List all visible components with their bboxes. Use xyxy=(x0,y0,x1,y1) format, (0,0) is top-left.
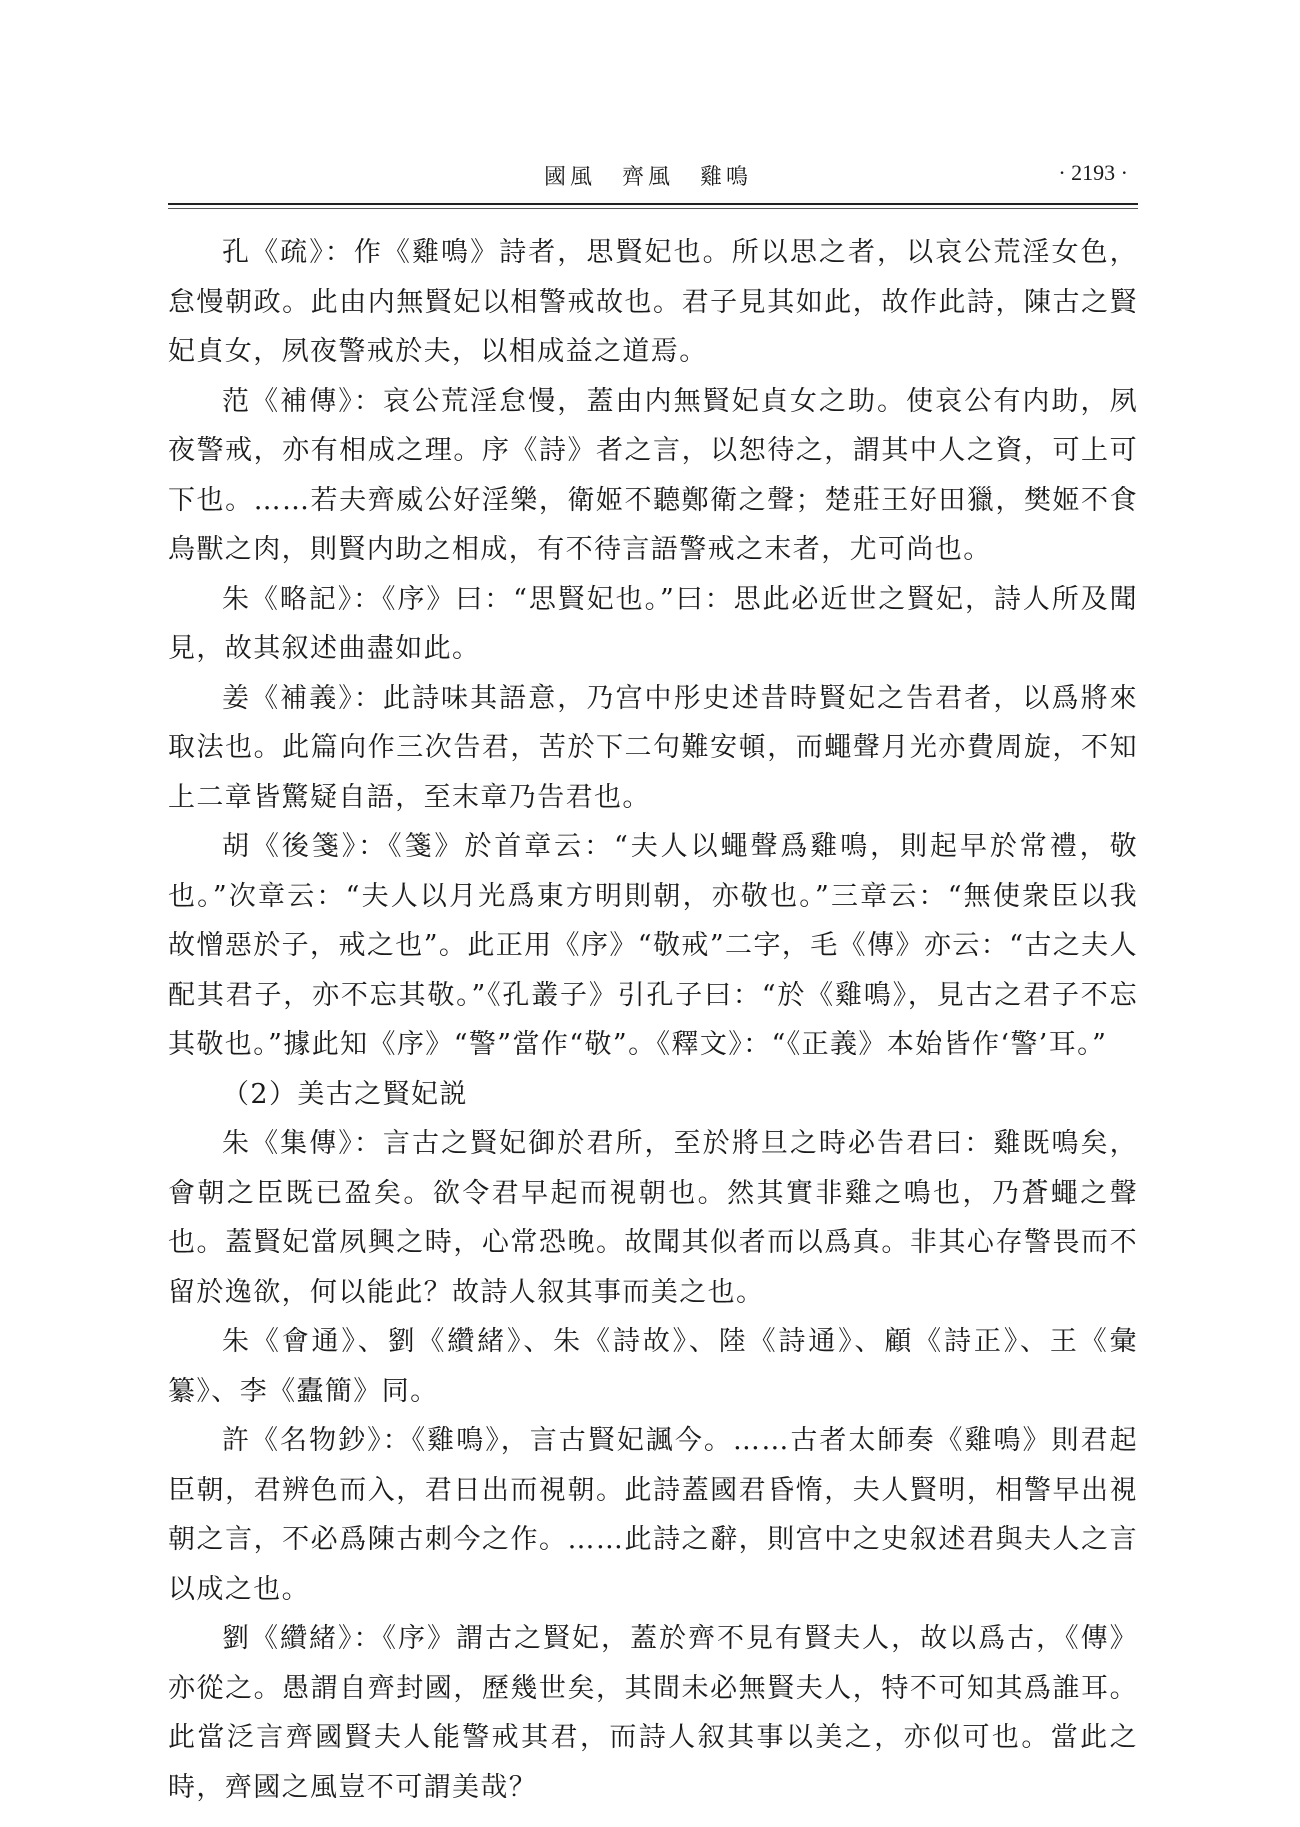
paragraph-xu-mingwuchao: 許《名物鈔》：《雞鳴》，言古賢妃諷今。……古者太師奏《雞鳴》則君起臣朝，君辨色而入，君日出而視朝。此詩蓋國君昏惰，夫人賢明，相警早出視朝之言，不必爲陳古刺今之作。……此詩之辭，則宫中之史叙述君與夫人之言以成之也。 xyxy=(168,1425,1138,1605)
header-rule-thin xyxy=(168,208,1138,209)
running-head-title: 國風 齊風 雞鳴 xyxy=(543,165,752,190)
page-body xyxy=(168,228,1138,1812)
page-number: · 2193 · xyxy=(1058,160,1128,185)
running-head xyxy=(168,160,1128,200)
section-heading: （2）美古之賢妃説 xyxy=(222,1078,468,1110)
paragraph-fan-buzhuan: 范《補傳》：哀公荒淫怠慢，蓋由内無賢妃貞女之助。使哀公有内助，夙夜警戒，亦有相成之理。序《詩》者之言，以恕待之，謂其中人之資，可上可下也。……若夫齊威公好淫樂，衛姬不聽鄭衛之聲；楚莊王好田獵，樊姬不食鳥獸之肉，則賢内助之相成，有不待言語警戒之末者，尤可尚也。 xyxy=(168,385,1138,565)
paragraph-zhu-lueji: 朱《略記》：《序》曰：“思賢妃也。”曰：思此必近世之賢妃，詩人所及聞見，故其叙述曲盡如此。 xyxy=(168,583,1138,664)
paragraph-zhu-jizhuan: 朱《集傳》：言古之賢妃御於君所，至於將旦之時必告君曰：雞既鳴矣，會朝之臣既已盈矣。欲令君早起而視朝也。然其實非雞之鳴也，乃蒼蠅之聲也。蓋賢妃當夙興之時，心常恐晚。故聞其似者而以爲真。非其心存警畏而不留於逸欲，何以能此？故詩人叙其事而美之也。 xyxy=(168,1128,1138,1308)
paragraph-hu-houjian: 胡《後箋》：《箋》於首章云：“夫人以蠅聲爲雞鳴，則起早於常禮，敬也。”次章云：“夫人以月光爲東方明則朝，亦敬也。”三章云：“無使衆臣以我故憎惡於子，戒之也”。此正用《序》“敬戒”二字，毛《傳》亦云：“古之夫人配其君子，亦不忘其敬。”《孔叢子》引孔子曰：“於《雞鳴》，見古之君子不忘其敬也。”據此知《序》“警”當作“敬”。《釋文》：“《正義》本始皆作‘警’耳。” xyxy=(168,831,1138,1060)
header-rule xyxy=(168,203,1138,205)
paragraph-liu-zuanxu: 劉《纘緒》：《序》謂古之賢妃，蓋於齊不見有賢夫人，故以爲古，《傳》亦從之。愚謂自齊封國，歷幾世矣，其間未必無賢夫人，特不可知其爲誰耳。此當泛言齊國賢夫人能警戒其君，而詩人叙其事以美之，亦似可也。當此之時，齊國之風豈不可謂美哉？ xyxy=(168,1623,1138,1803)
paragraph-same-views: 朱《會通》、劉《纘緒》、朱《詩故》、陸《詩通》、顧《詩正》、王《彙纂》、李《蠹簡》同。 xyxy=(168,1326,1138,1407)
paragraph-jiang-buyi: 姜《補義》：此詩味其語意，乃宫中彤史述昔時賢妃之告君者，以爲將來取法也。此篇向作三次告君，苦於下二句難安頓，而蠅聲月光亦費周旋，不知上二章皆驚疑自語，至末章乃告君也。 xyxy=(168,682,1138,813)
paragraph-kong-shu: 孔《疏》：作《雞鳴》詩者，思賢妃也。所以思之者，以哀公荒淫女色，怠慢朝政。此由内無賢妃以相警戒故也。君子見其如此，故作此詩，陳古之賢妃貞女，夙夜警戒於夫，以相成益之道焉。 xyxy=(168,237,1138,367)
